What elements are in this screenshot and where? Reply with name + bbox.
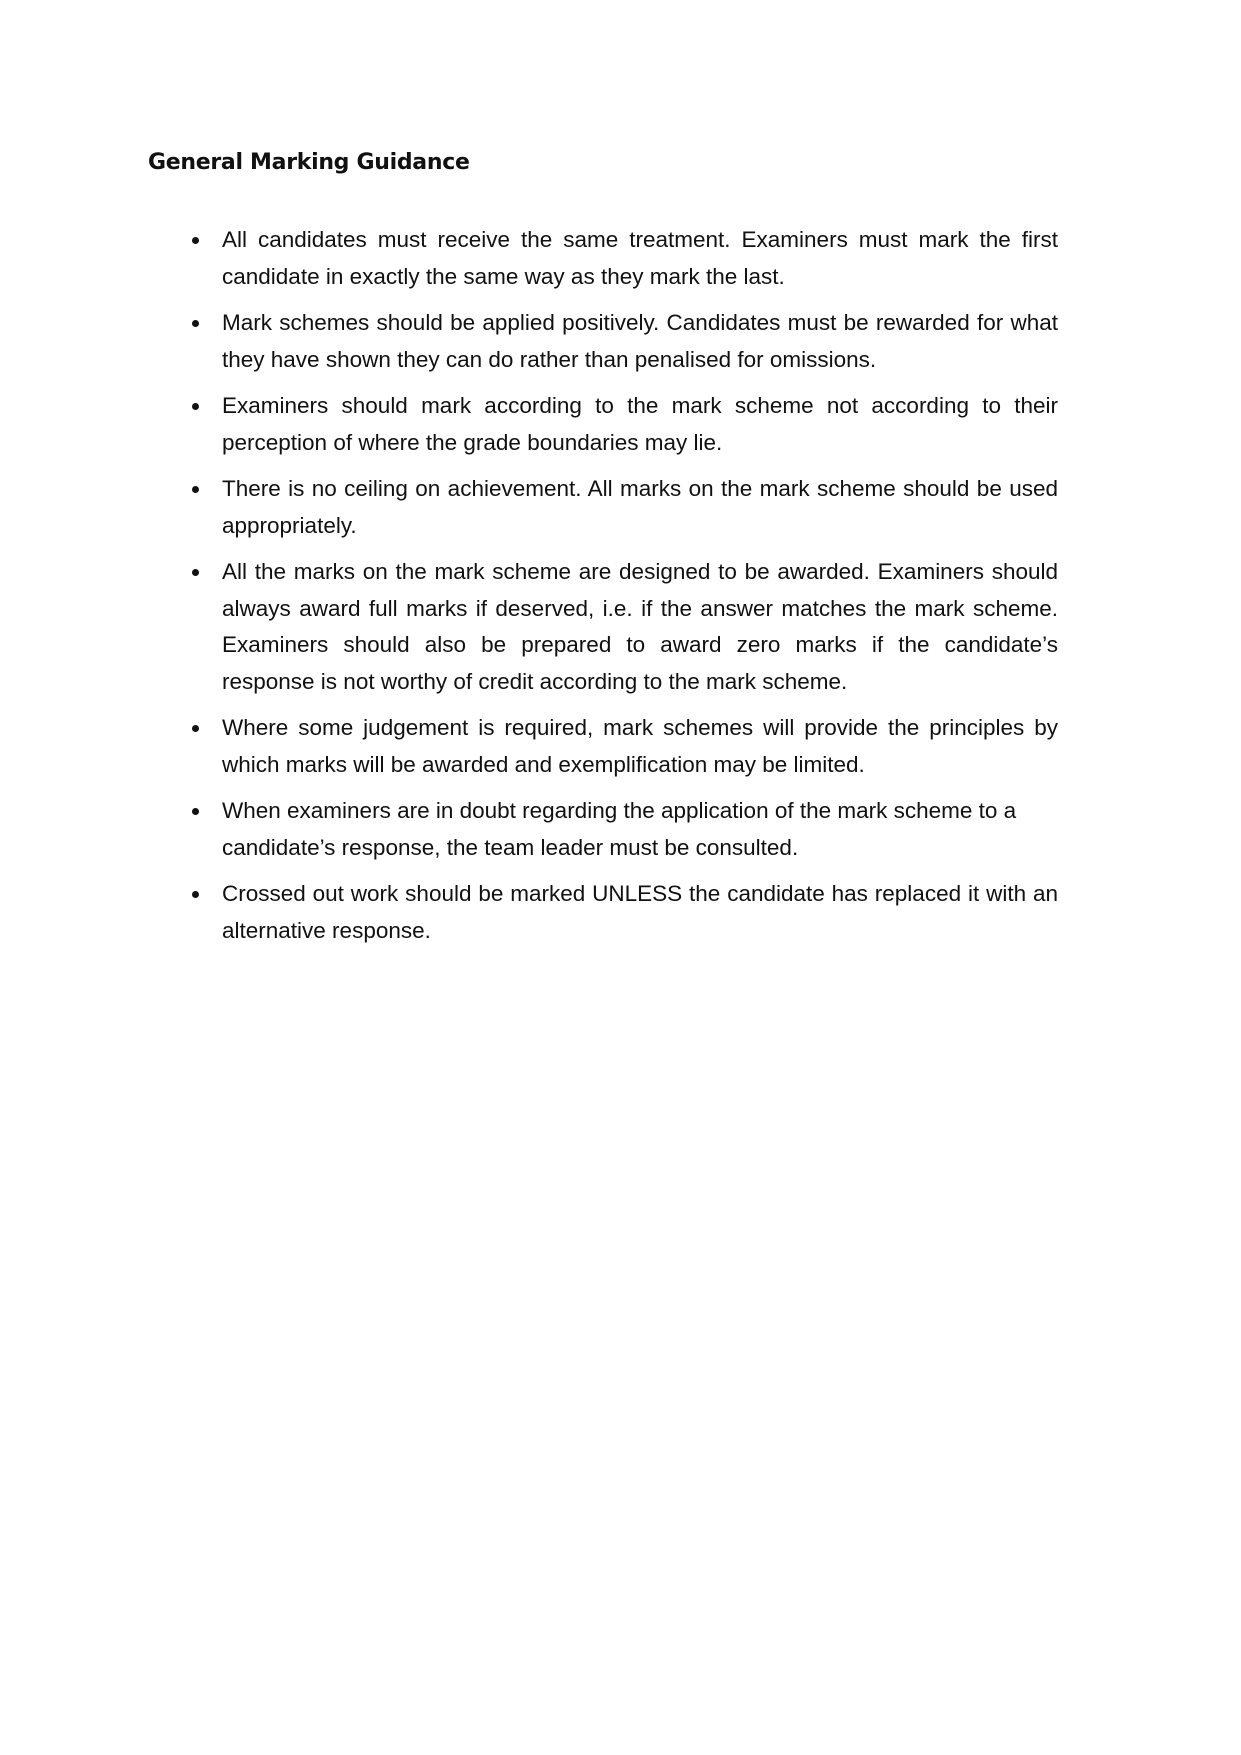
list-item-text: There is no ceiling on achievement. All marks on the mark scheme should be used appropriately. <box>222 476 1058 538</box>
list-item <box>222 793 1058 866</box>
bullet-icon <box>192 320 199 327</box>
list-item <box>222 554 1058 700</box>
bullet-icon <box>192 237 199 244</box>
bullet-icon <box>192 486 199 493</box>
list-item-text: Where some judgement is required, mark schemes will provide the principles by which marks will be awarded and exemplification may be limited. <box>222 715 1058 777</box>
list-item <box>222 710 1058 783</box>
bullet-icon <box>192 403 199 410</box>
bullet-icon <box>192 808 199 815</box>
list-item-text: All the marks on the mark scheme are designed to be awarded. Examiners should always award full marks if deserved, i.e. if the answer matches the mark scheme. Examiners should also be prepared to award zero marks if the candidate’s response is not worthy of credit according to the mark scheme. <box>222 559 1058 694</box>
bullet-icon <box>192 891 199 898</box>
bullet-icon <box>192 569 199 576</box>
list-item <box>222 471 1058 544</box>
list-item <box>222 876 1058 949</box>
list-item-text: Examiners should mark according to the mark scheme not according to their perception of where the grade boundaries may lie. <box>222 393 1058 455</box>
list-item <box>222 222 1058 295</box>
list-item <box>222 388 1058 461</box>
bullet-icon <box>192 725 199 732</box>
guidance-list <box>222 222 1058 959</box>
list-item <box>222 305 1058 378</box>
list-item-text: All candidates must receive the same treatment. Examiners must mark the first candidate in exactly the same way as they mark the last. <box>222 227 1058 289</box>
list-item-text: When examiners are in doubt regarding the application of the mark scheme to a candidate’s response, the team leader must be consulted. <box>222 798 1017 860</box>
list-item-text: Mark schemes should be applied positively. Candidates must be rewarded for what they have shown they can do rather than penalised for omissions. <box>222 310 1058 372</box>
list-item-text: Crossed out work should be marked UNLESS the candidate has replaced it with an alternative response. <box>222 881 1058 943</box>
section-heading: General Marking Guidance <box>148 150 470 175</box>
